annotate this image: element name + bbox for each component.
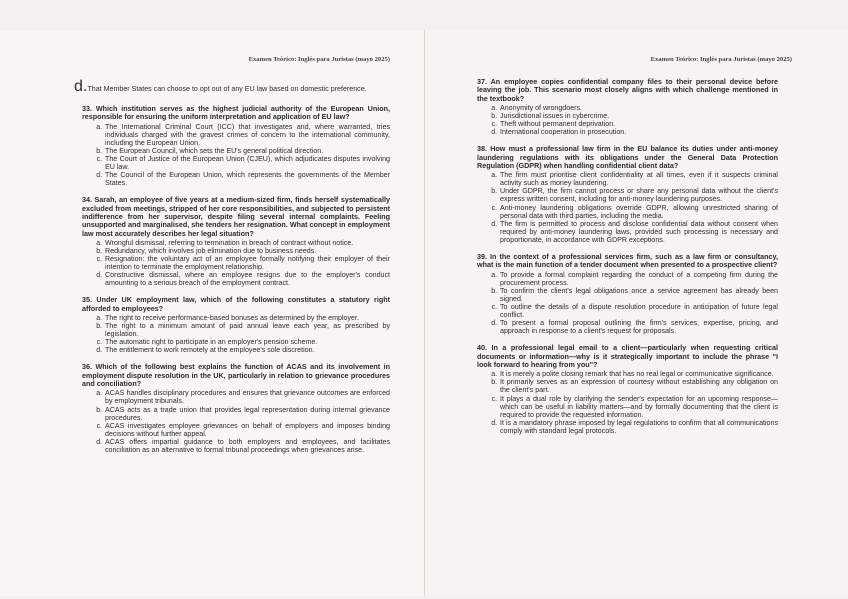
question-40 [477, 344, 778, 435]
question-text: 40. In a professional legal email to a client—particularly when requesting critical documents or information—why is it strategically important to include the phrase "I look forward to hearing from you"? [477, 343, 778, 369]
question-text: 36. Which of the following best explains the function of ACAS and its involvement in employment dispute resolution in the UK, particularly in relation to grievance procedures and conciliation? [82, 362, 390, 389]
question-37 [477, 78, 778, 136]
page-header: Examen Teórico: Inglés para Juristas (mayo 2025) [650, 56, 792, 63]
option-a: a. ACAS handles disciplinary procedures and ensures that grievance outcomes are enforced by employment tribunals. [104, 389, 390, 405]
question-36 [82, 363, 390, 454]
option-c: c. To outline the details of a dispute resolution procedure in anticipation of future legal conflict. [499, 303, 778, 319]
option-list [82, 123, 390, 188]
option-b: b. The European Council, which sets the EU's general political direction. [104, 147, 390, 155]
option-a: a. Anonymity of wrongdoers. [499, 104, 778, 112]
question-text: 33. Which institution serves as the highest judicial authority of the European Union, responsible for ensuring the uniform interpretation and application of EU law? [82, 104, 390, 122]
option-b: b. ACAS acts as a trade union that provides legal representation during internal grievance procedures. [104, 406, 390, 422]
option-list [477, 271, 778, 336]
option-c: c. Theft without permanent deprivation. [499, 120, 778, 128]
option-list [82, 239, 390, 288]
option-d: d. Constructive dismissal, where an employee resigns due to the employer's conduct amounting to a serious breach of the employment contract. [104, 271, 390, 287]
question-text: 38. How must a professional law firm in the EU balance its duties under anti-money laundering regulations with its obligations under the General Data Protection Regulation (GDPR) when handling confidential client data? [477, 144, 778, 170]
option-d: d. The Council of the European Union, which represents the governments of the Member States. [104, 171, 390, 187]
option-d: d. It is a mandatory phrase imposed by legal regulations to confirm that all communications comply with standard legal protocols. [499, 419, 778, 435]
option-list [477, 370, 778, 435]
question-34 [82, 196, 390, 287]
question-text: 39. In the context of a professional services firm, such as a law firm or consultancy, what is the main function of a tender document when presented to a prospective client? [477, 252, 778, 270]
option-letter: d. [74, 78, 88, 95]
option-a: a. It is merely a polite closing remark that has no real legal or communicative significance. [499, 370, 778, 378]
option-c: c. ACAS investigates employee grievances on behalf of employers and imposes binding decisions without further appeal. [104, 422, 390, 438]
question-text: 37. An employee copies confidential company files to their personal device before leaving the job. This scenario most closely aligns with which challenge mentioned in the textbook? [477, 77, 778, 103]
option-d: d. International cooperation in prosecution. [499, 128, 778, 136]
option-c: c. It plays a dual role by clarifying the sender's expectation for an upcoming response—which can be useful in liability matters—and by formally documenting that the client is required to provide the requested information. [499, 395, 778, 419]
page-header: Examen Teórico: Inglés para Juristas (mayo 2025) [248, 56, 390, 63]
option-c: c. The Court of Justice of the European Union (CJEU), which adjudicates disputes involving EU law. [104, 155, 390, 171]
option-d: d. The firm is permitted to process and disclose confidential data without consent when required by anti-money laundering laws, provided such processing is necessary and proportionate, in accordance with GDPR exceptions. [499, 220, 778, 244]
option-c: c. Resignation: the voluntary act of an employee formally notifying their employer of their intention to terminate the employment relationship. [104, 255, 390, 271]
question-38 [477, 145, 778, 244]
continued-option [74, 78, 390, 96]
question-text: 35. Under UK employment law, which of the following constitutes a statutory right afforded to employees? [82, 295, 390, 313]
option-list [82, 314, 390, 354]
option-b: b. Redundancy, which involves job elimination due to business needs. [104, 247, 390, 255]
option-b: b. Under GDPR, the firm cannot process or share any personal data without the client's express written consent, including for anti-money laundering purposes. [499, 187, 778, 203]
option-c: c. The automatic right to participate in an employer's pension scheme. [104, 338, 390, 346]
option-b: b. Jurisdictional issues in cybercrime. [499, 112, 778, 120]
option-b: b. The right to a minimum amount of paid annual leave each year, as prescribed by legislation. [104, 322, 390, 338]
option-a: a. Wrongful dismissal, referring to termination in breach of contract without notice. [104, 239, 390, 247]
option-d: d. ACAS offers impartial guidance to both employers and employees, and facilitates conciliation as an alternative to formal tribunal proceedings when grievances arise. [104, 438, 390, 454]
option-a: a. To provide a formal complaint regarding the conduct of a competing firm during the procurement process. [499, 271, 778, 287]
question-33 [82, 105, 390, 187]
option-a: a. The International Criminal Court (ICC) that investigates and, where warranted, tries individuals charged with the gravest crimes of concern to the international community, including the European Union. [104, 123, 390, 147]
option-b: b. To confirm the client's legal obligations once a service agreement has already been signed. [499, 287, 778, 303]
question-39 [477, 253, 778, 335]
option-a: a. The firm must prioritise client confidentiality at all times, even if it suspects criminal activity such as money laundering. [499, 171, 778, 187]
right-page [424, 30, 848, 596]
option-d: d. To present a formal proposal outlining the firm's services, expertise, pricing, and approach in response to a client's request for proposals. [499, 319, 778, 335]
left-page [0, 30, 424, 596]
question-text: 34. Sarah, an employee of five years at a medium-sized firm, finds herself systematically excluded from meetings, stripped of her core responsibilities, and subjected to persistent indifference from her supervisor, despite filing several internal complaints. Feeling unsupported and marginalised, she tenders her resignation. What concept in employment law most accurately describes her legal situation? [82, 195, 390, 238]
option-c: c. Anti-money laundering obligations override GDPR, allowing unrestricted sharing of personal data with third parties, including the media. [499, 204, 778, 220]
option-text: That Member States can choose to opt out of any EU law based on domestic preference. [87, 85, 367, 93]
option-b: b. It primarily serves as an expression of courtesy without establishing any obligation on the client's part. [499, 378, 778, 394]
option-d: d. The entitlement to work remotely at the employee's sole discretion. [104, 346, 390, 354]
option-list [477, 104, 778, 136]
option-a: a. The right to receive performance-based bonuses as determined by the employer. [104, 314, 390, 322]
option-list [477, 171, 778, 244]
option-list [82, 389, 390, 454]
question-35 [82, 296, 390, 354]
